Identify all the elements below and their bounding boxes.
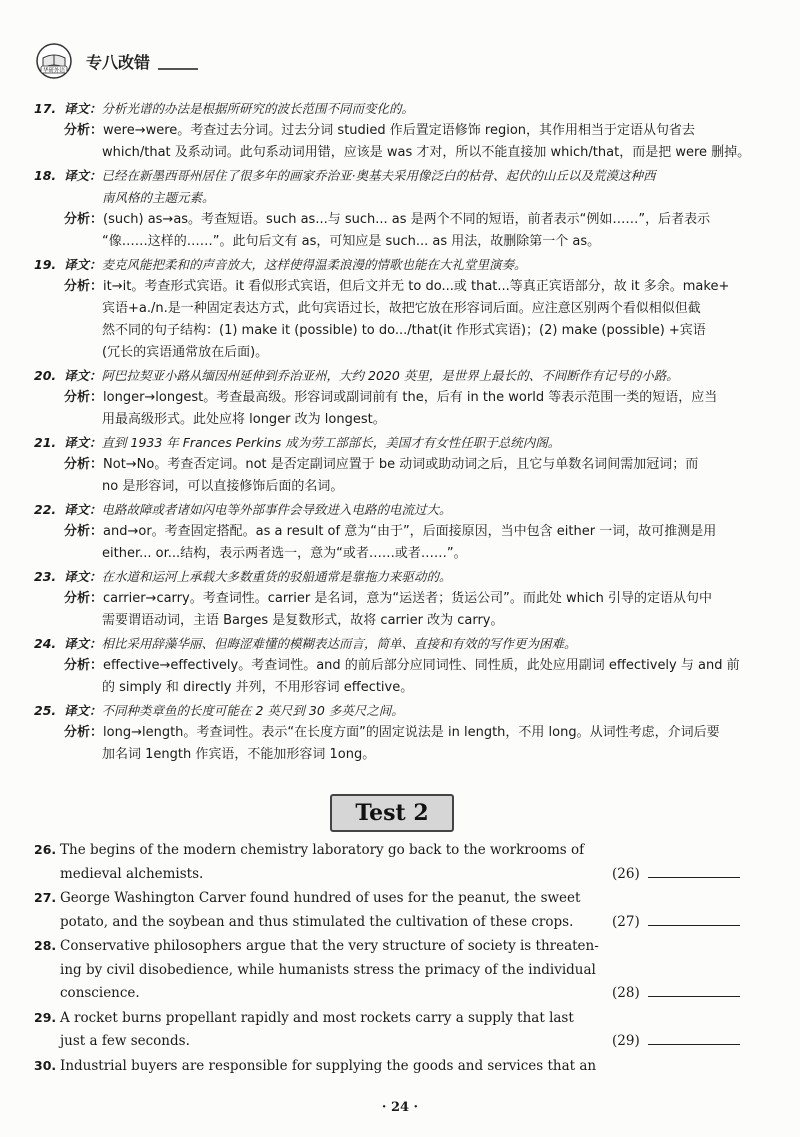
entry-number: 21. (34, 435, 57, 450)
question-text: medieval alchemists. (60, 865, 204, 882)
entry-number: 19. (34, 257, 57, 272)
analysis-text: 的 simply 和 directly 并列，不用形容词 effective。 (102, 680, 414, 695)
translation-label: 译文： (64, 257, 102, 272)
analysis-text: (such) as→as。考查短语。such as...与 such... as 是两个不同的短语，前者表示“例如……”，后者表示 (103, 212, 711, 227)
entry-number: 23. (34, 569, 57, 584)
answer-blank[interactable] (612, 863, 742, 887)
blank-line[interactable] (648, 911, 740, 926)
translation-label: 译文： (64, 636, 102, 651)
answer-entry (34, 499, 780, 565)
page-header (34, 42, 774, 82)
question-number: 28. (34, 938, 57, 953)
translation-text: 麦克风能把柔和的声音放大，这样使得温柔浪漫的情歌也能在大礼堂里演奏。 (101, 257, 527, 272)
translation-label: 译文： (64, 703, 102, 718)
analysis-label: 分析： (64, 212, 104, 227)
analysis-label: 分析： (64, 279, 104, 294)
analysis-text: “像……这样的……”。此句后文有 as，可知应是 such... as 用法，故删除第一个 as。 (102, 234, 601, 249)
question-text: conscience. (60, 985, 140, 1001)
answer-entry (34, 98, 780, 164)
translation-text: 相比采用辞藻华丽、但晦涩难懂的模糊表达而言，简单、直接和有效的写作更为困难。 (101, 636, 577, 651)
question-text: Industrial buyers are responsible for supplying the goods and services that an (60, 1057, 597, 1074)
analysis-text: 加名词 1ength 作宾语，不能加形容词 1ong。 (102, 747, 376, 762)
header-divider (158, 68, 198, 70)
analysis-text: 需要谓语动词，主语 Barges 是复数形式，故将 carrier 改为 carry。 (102, 613, 504, 628)
blank-label: (29) (612, 1033, 640, 1049)
question-number: 26. (34, 842, 57, 857)
question-text: George Washington Carver found hundred of uses for the peanut, the sweet (60, 890, 581, 906)
answer-entry (34, 700, 780, 766)
translation-label: 译文： (64, 502, 102, 517)
answer-entry (34, 254, 780, 364)
blank-line[interactable] (648, 863, 740, 878)
entry-number: 17. (34, 101, 57, 116)
analysis-text: it→it。考查形式宾语。it 看似形式宾语，但后文并无 to do...或 that...等真正宾语部分，故 it 多余。make+ (103, 279, 730, 294)
question-item (34, 886, 784, 934)
analysis-text: Not→No。考查否定词。not 是否定副词应置于 be 动词或助动词之后，且它与单数名词间需加冠词；而 (103, 457, 699, 472)
analysis-text: either... or...结构，表示两者选一，意为“或者……或者……”。 (102, 546, 467, 561)
analysis-label: 分析： (64, 658, 104, 673)
analysis-text: which/that 及系动词。此句系动词用错，应该是 was 才对，所以不能直接加 which/that，而是把 were 删掉。 (102, 145, 751, 160)
analysis-text: longer→longest。考查最高级。形容词或副词前有 the，后有 in the world 等表示范围一类的短语，应当 (103, 390, 718, 405)
analysis-text: carrier→carry。考查词性。carrier 是名词，意为“运送者；货运公司”。而此处 which 引导的定语从句中 (103, 591, 712, 606)
question-text: A rocket burns propellant rapidly and most rockets carry a supply that last (60, 1009, 574, 1026)
translation-text: 不同种类章鱼的长度可能在 2 英尺到 30 多英尺之间。 (101, 703, 404, 718)
answer-entry (34, 432, 780, 498)
analysis-text: long→length。考查词性。表示“在长度方面”的固定说法是 in length，不用 long。从词性考虑，介词后要 (103, 725, 720, 740)
analysis-text: 然不同的句子结构：(1) make it (possible) to do.../that(it 作形式宾语)；(2) make (possible) +宾语 (102, 323, 706, 338)
question-text: The begins of the modern chemistry laboratory go back to the workrooms of (60, 842, 585, 858)
question-number: 27. (34, 890, 57, 905)
answer-blank[interactable] (612, 982, 742, 1006)
analysis-text: no 是形容词，可以直接修饰后面的名词。 (102, 479, 344, 494)
blank-label: (26) (612, 865, 640, 882)
question-number: 29. (34, 1009, 57, 1025)
book-logo-icon (34, 42, 74, 80)
translation-text: 在水道和运河上承载大多数重货的驳船通常是靠拖力来驱动的。 (101, 569, 452, 584)
analysis-label: 分析： (64, 390, 104, 405)
analysis-label: 分析： (64, 725, 104, 740)
question-text: just a few seconds. (60, 1033, 190, 1049)
analysis-text: 用最高级形式。此处应将 longer 改为 longest。 (102, 412, 386, 427)
entry-number: 20. (34, 368, 57, 383)
answer-entry (34, 365, 780, 431)
entry-number: 25. (34, 703, 57, 718)
question-text: potato, and the soybean and thus stimulated the cultivation of these crops. (60, 913, 574, 930)
translation-text: 电路故障或者诸如闪电等外部事件会导致进入电路的电流过大。 (101, 502, 452, 517)
translation-label: 译文： (64, 368, 102, 383)
translation-label: 译文： (64, 101, 102, 116)
translation-label: 译文： (64, 569, 102, 584)
page-number: · 24 · (381, 1100, 419, 1115)
translation-text: 南风格的主题元素。 (102, 190, 215, 205)
question-number: 30. (34, 1057, 57, 1073)
translation-text: 分析光谱的办法是根据所研究的波长范围不同而变化的。 (101, 101, 415, 116)
question-item (34, 838, 784, 886)
question-item (34, 934, 784, 1006)
answer-entry (34, 165, 780, 253)
analysis-label: 分析： (64, 591, 104, 606)
question-item (34, 1006, 784, 1054)
question-list (34, 838, 784, 1078)
answer-blank[interactable] (612, 1030, 742, 1054)
entry-number: 18. (34, 168, 57, 183)
entry-number: 22. (34, 502, 57, 517)
analysis-text: 宾语+a./n.是一种固定表达方式，此句宾语过长，故把它放在形容词后面。应注意区别两个看似相似但截 (102, 301, 701, 316)
translation-label: 译文： (64, 435, 102, 450)
analysis-label: 分析： (64, 123, 104, 138)
question-text: ing by civil disobedience, while humanists stress the primacy of the individual (60, 961, 596, 978)
logo-text: 华研外语 (42, 68, 66, 74)
translation-text: 阿巴拉契亚小路从缅因州延伸到乔治亚州，大约 2020 英里，是世界上最长的、不间断作有记号的小路。 (101, 368, 679, 383)
blank-line[interactable] (648, 982, 740, 997)
answer-entry (34, 566, 780, 632)
analysis-text: effective→effectively。考查词性。and 的前后部分应同词性、同性质，此处应用副词 effectively 与 and 前 (103, 658, 740, 673)
blank-line[interactable] (648, 1030, 740, 1045)
test-title: Test 2 (330, 794, 454, 832)
analysis-label: 分析： (64, 457, 104, 472)
translation-label: 译文： (64, 168, 102, 183)
translation-text: 直到 1933 年 Frances Perkins 成为劳工部部长，美国才有女性任职于总统内阁。 (101, 435, 561, 450)
section-title: 专八改错 (86, 53, 151, 72)
analysis-text: and→or。考查固定搭配。as a result of 意为“由于”，后面接原因，当中包含 either 一词，故可推测是用 (103, 524, 717, 539)
answer-entry (34, 633, 780, 699)
analysis-text: were→were。考查过去分词。过去分词 studied 作后置定语修饰 region，其作用相当于定语从句省去 (103, 123, 696, 138)
question-item (34, 1054, 784, 1079)
entry-number: 24. (34, 636, 57, 651)
answer-entries (34, 98, 780, 767)
blank-label: (28) (612, 985, 640, 1001)
translation-text: 已经在新墨西哥州居住了很多年的画家乔治亚·奥基夫采用像泛白的枯骨、起伏的山丘以及荒漠这种西 (101, 168, 656, 183)
analysis-label: 分析： (64, 524, 104, 539)
blank-label: (27) (612, 913, 640, 930)
answer-blank[interactable] (612, 911, 742, 935)
analysis-text: (冗长的宾语通常放在后面)。 (102, 345, 269, 360)
question-text: Conservative philosophers argue that the very structure of society is threaten- (60, 938, 599, 954)
